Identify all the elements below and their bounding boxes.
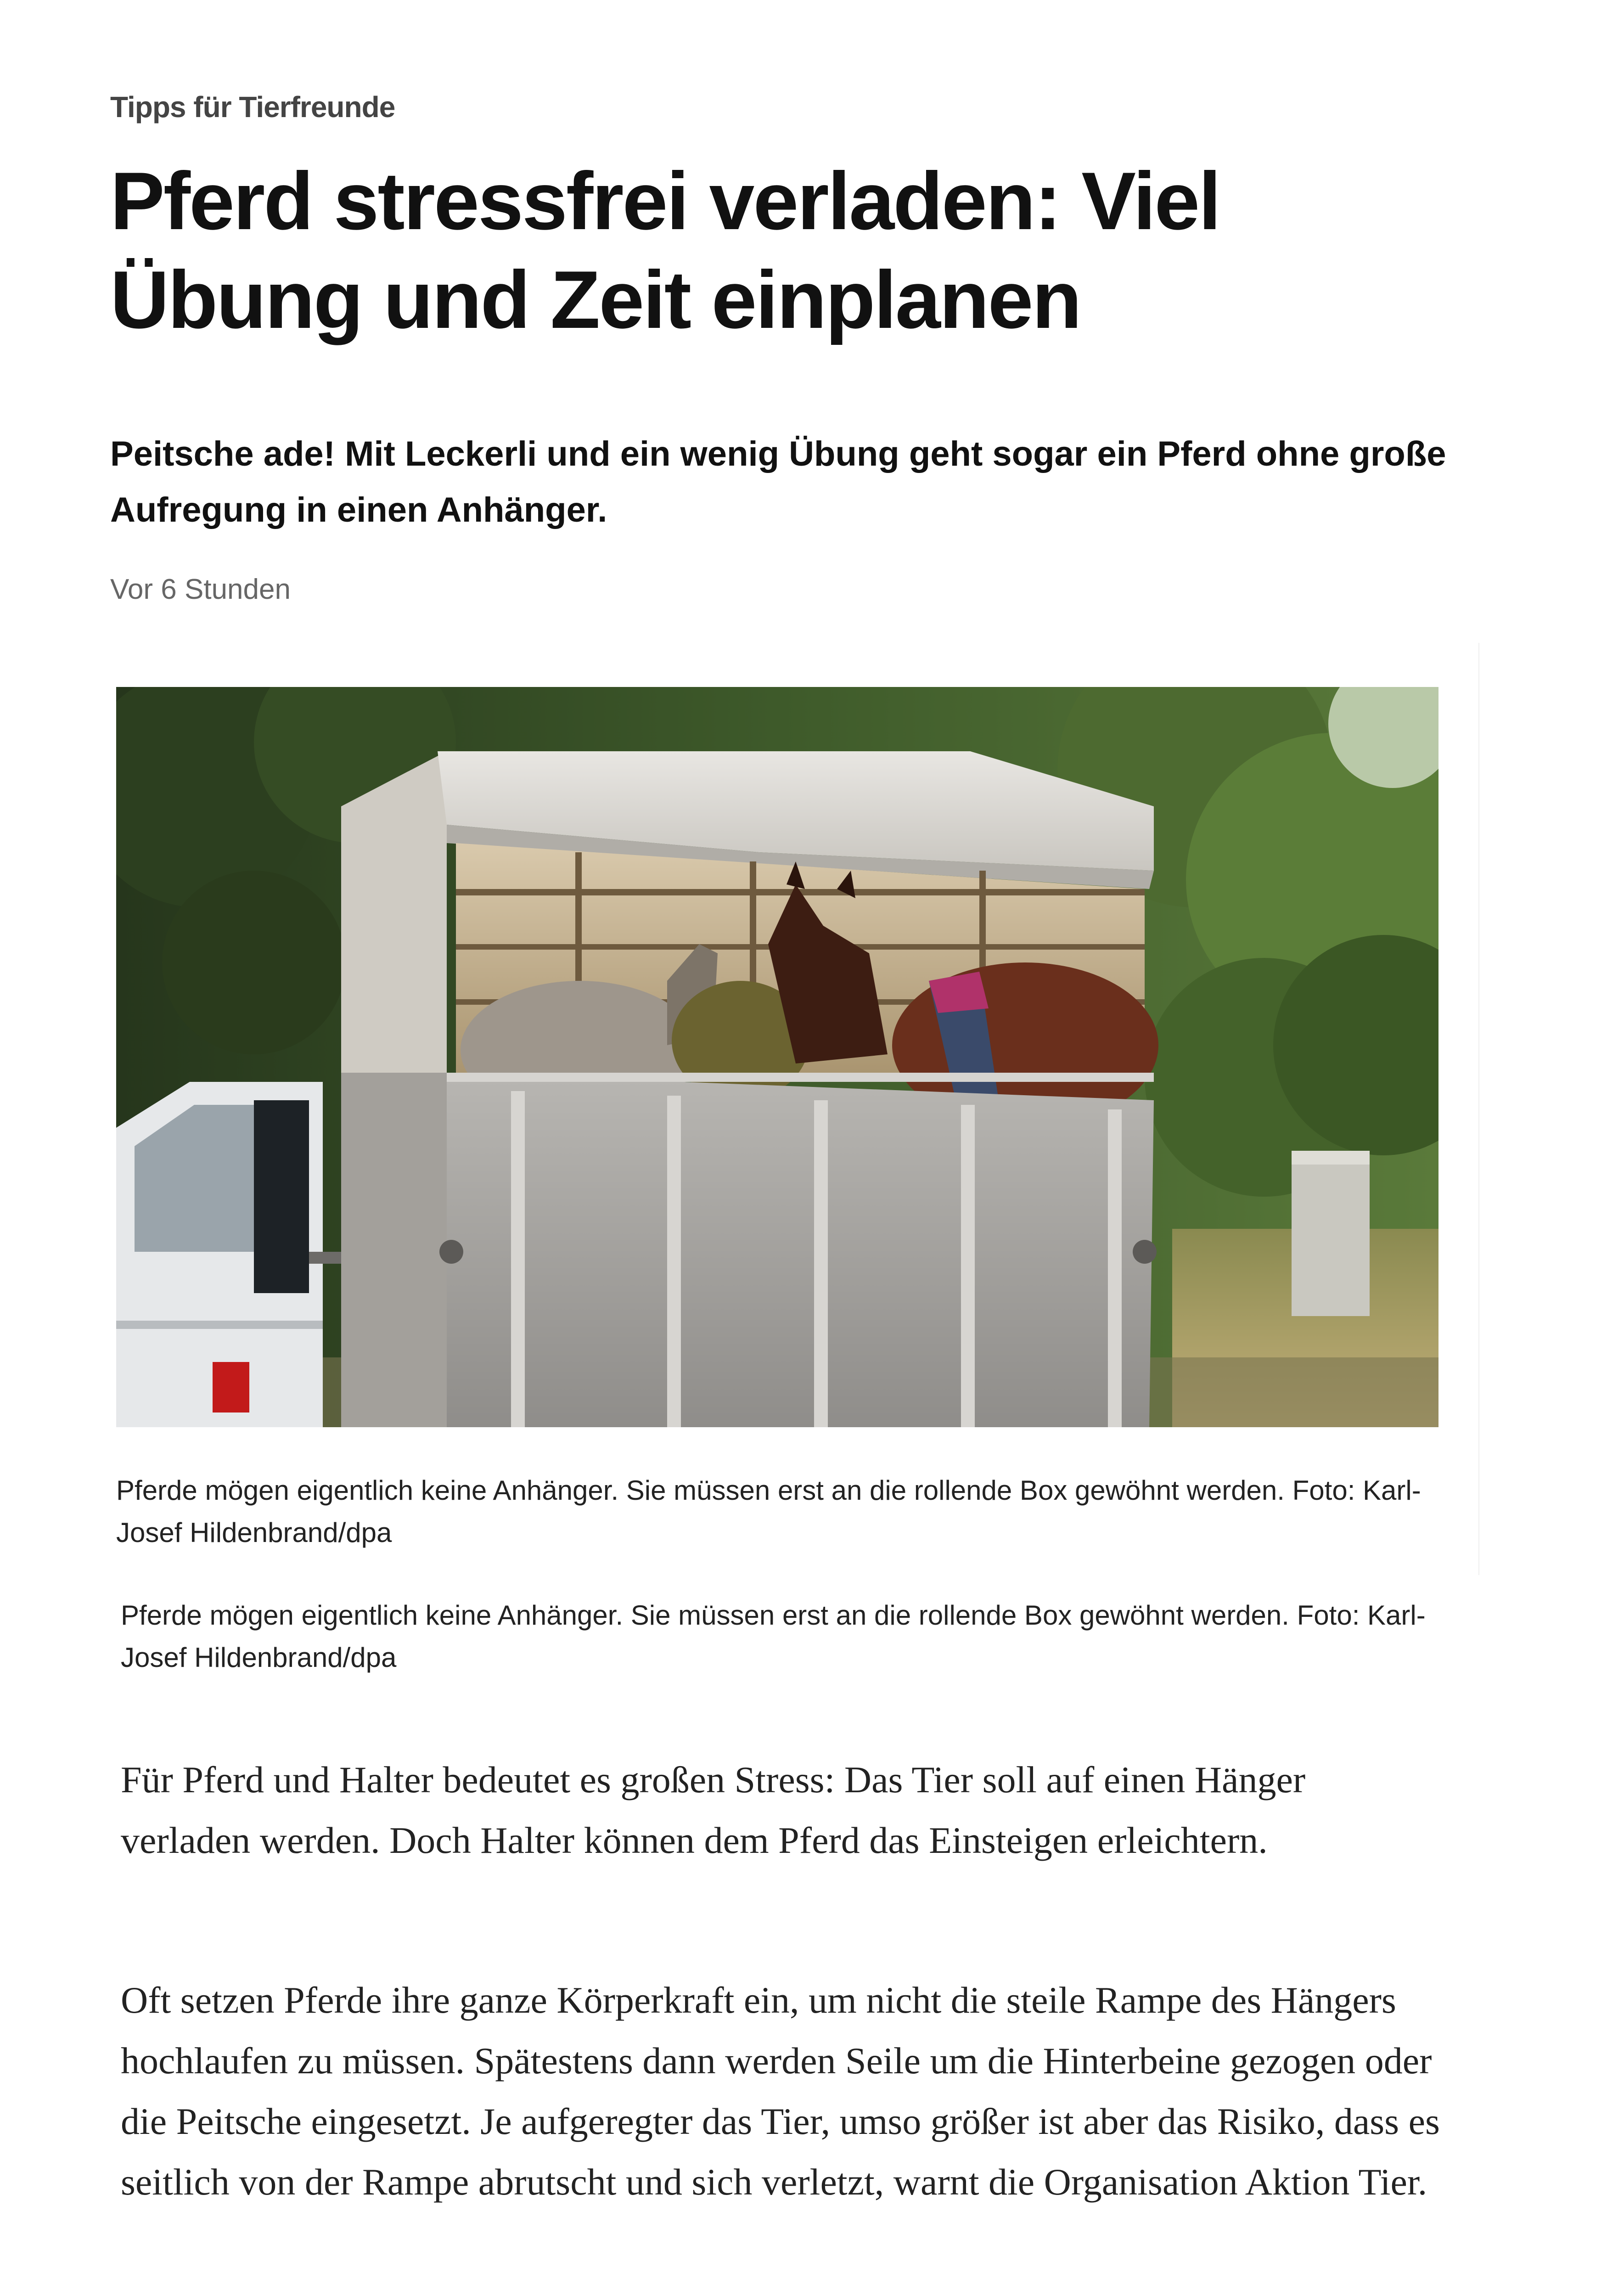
article-title: Pferd stressfrei verladen: Viel Übung und Zeit einplanen [110, 155, 1220, 345]
body-paragraph-1: Für Pferd und Halter bedeutet es großen Stress: Das Tier soll auf einen Hänger verladen werden. Doch Halter können dem Pferd das Einsteigen erleichtern. [121, 1759, 1306, 1861]
article-timestamp: Vor 6 Stunden [110, 574, 291, 605]
article-kicker: Tipps für Tierfreunde [110, 90, 395, 124]
photo-illustration [116, 687, 1438, 1427]
horse-trailer-photo [116, 687, 1438, 1427]
body-paragraph-2: Oft setzen Pferde ihre ganze Körperkraft ein, um nicht die steile Rampe des Hängers hochlaufen zu müssen. Spätestens dann werden Seile um die Hinterbeine gezogen oder die Peitsche eingesetzt. Je aufgeregter das Tier, umso größer ist aber das Risiko, dass es seitlich von der Rampe abrutscht und sich verletzt, warnt die Organisation Aktion Tier. [121, 1979, 1440, 2203]
photo-caption: Pferde mögen eigentlich keine Anhänger. Sie müssen erst an die rollende Box gewöhnt werden. Foto: Karl-Josef Hildenbrand/dpa [116, 1475, 1421, 1548]
article-lead: Peitsche ade! Mit Leckerli und ein wenig Übung geht sogar ein Pferd ohne große Aufregung in einen Anhänger. [110, 434, 1446, 529]
photo-caption-repeat: Pferde mögen eigentlich keine Anhänger. Sie müssen erst an die rollende Box gewöhnt werden. Foto: Karl-Josef Hildenbrand/dpa [121, 1600, 1426, 1673]
